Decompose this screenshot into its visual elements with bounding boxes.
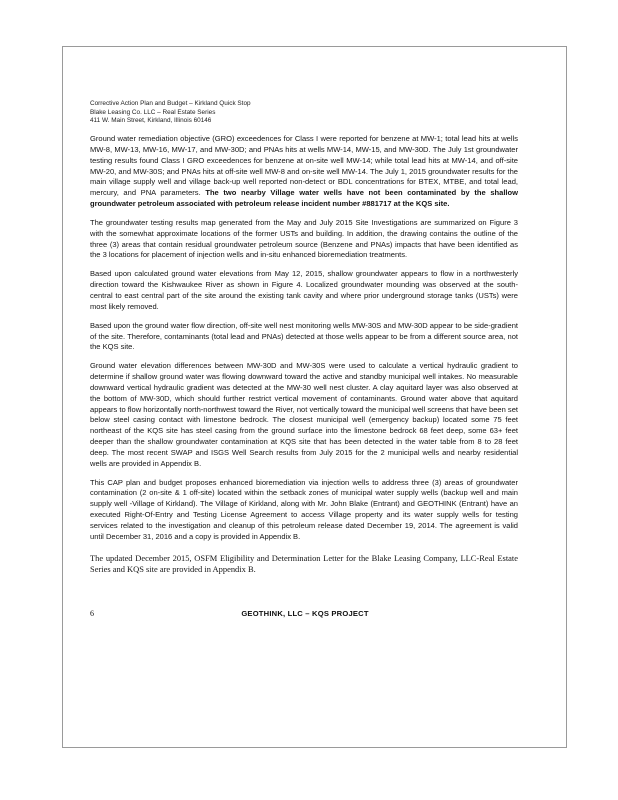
page-number: 6: [90, 609, 94, 618]
paragraph-groundwater-flow: Based upon calculated ground water elevations from May 12, 2015, shallow groundwater appears to flow in a northwesterly direction toward the Kishwaukee River as shown in Figure 4. Localized groundwater mounding was observed at the south-central to east central part of the site around the existing tank cavity and where prior underground storage tanks (USTs) were most likely removed.: [90, 269, 518, 311]
paragraph-side-gradient: Based upon the ground water flow direction, off-site well nest monitoring wells MW-30S and MW-30D appear to be side-gradient of the site. Therefore, contaminants (total lead and PNAs) detected at those wells appear to be from a different source area, not the KQS site.: [90, 320, 518, 352]
header-line-3: 411 W. Main Street, Kirkland, Illinois 60146: [90, 117, 212, 125]
header-line-2: Blake Leasing Co. LLC – Real Estate Series: [90, 108, 216, 116]
paragraph-gro-exceedences: [90, 134, 518, 210]
paragraph-1-text: Ground water remediation objective (GRO) exceedences for Class I were reported for benzene at MW-1; total lead hits at wells MW-8, MW-13, MW-16, MW-17, and MW-30D; and PNAs hits at wells MW-14, MW-15, and MW-30D. The July 1st groundwater testing results found Class I GRO exceedences for benzene at on-site well MW-14; while total lead hits at MW-14, and off-site MW-20, and MW-30S; and PNAs hits at off-site well MW-8 and on-site well MW-14. The July 1, 2015 groundwater results for the main village supply well and village back-up well reported non-detect or BDL concentrations for BTEX, MTBE, and total lead, mercury, and PNA parameters.: [90, 134, 518, 198]
paragraph-osfm-letter: The updated December 2015, OSFM Eligibility and Determination Letter for the Blake Leasing Company, LLC-Real Estate Series and KQS site are provided in Appendix B.: [90, 552, 518, 574]
paragraph-cap-plan: This CAP plan and budget proposes enhanced bioremediation via injection wells to address three (3) areas of groundwater contamination (2 on-site & 1 off-site) located within the setback zones of municipal water supply wells (backup well and main supply well -Village of Kirkland). The Village of Kirkland, along with Mr. John Blake (Entrant) and GEOTHINK (Entrant) have an executed Right-Of-Entry and Testing License Agreement to access Village property and its water supply wells for testing services related to the investigation and cleanup of this petroleum release dated December 19, 2014. The agreement is valid until December 31, 2016 and a copy is provided in Appendix B.: [90, 477, 518, 541]
paragraph-1-bold-text: The two nearby Village water wells have not been contaminated by the shallow groundwater petroleum associated with petroleum release incident number #881717 at the KQS site.: [90, 188, 518, 209]
document-header: [90, 100, 510, 126]
paragraph-vertical-gradient: Ground water elevation differences between MW-30D and MW-30S were used to calculate a vertical hydraulic gradient to determine if shallow ground water was flowing downward toward the active and standby municipal well intakes. No measurable downward vertical hydraulic gradient was detected at the MW-30 well nest cluster. A clay aquitard layer was also observed at the bottom of MW-30D, which should further restrict vertical movement of contaminants. Ground water above that aquitard appears to flow horizontally north-northwest toward the River, not vertically toward the municipal well screens that have been set below steel casing contact with limestone bedrock. The closest municipal well (emergency backup) located some 75 feet northeast of the KQS site has steel casing from the ground surface into the limestone bedrock 68 feet deep, some 63+ feet deeper than the shallow groundwater contamination at KQS site that has been detected in the water table from 8 to 28 feet deep. The most recent SWAP and ISGS Well Search results from July 2015 for the 2 municipal wells and nearby residential wells are provided in Appendix B.: [90, 361, 518, 468]
footer-title: GEOTHINK, LLC – KQS PROJECT: [241, 609, 369, 618]
header-line-1: Corrective Action Plan and Budget – Kirkland Quick Stop: [90, 100, 251, 107]
paragraph-testing-results-map: The groundwater testing results map generated from the May and July 2015 Site Investigations are summarized on Figure 3 with the somewhat approximate locations of the former USTs and building. In addition, the drawing contains the outline of the three (3) areas that contain residual groundwater petroleum source (Benzene and PNAs) impacts that have been identified as the 3 locations for placement of injection wells and in-situ enhanced bioremediation treatments.: [90, 217, 518, 260]
document-body: [90, 134, 518, 583]
document-footer: [90, 609, 520, 621]
